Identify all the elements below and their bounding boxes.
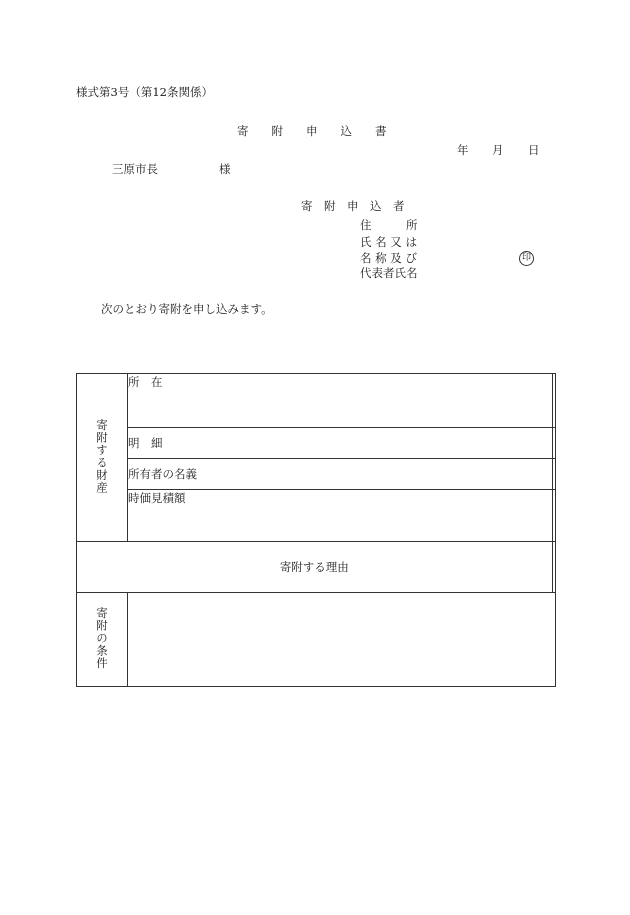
- valuation-label-cell: [128, 490, 553, 542]
- reason-value-cell[interactable]: [552, 542, 555, 593]
- conditions-label: 寄附の条件: [95, 606, 109, 670]
- addressee-honorific: 様: [219, 162, 231, 176]
- property-group-label: 寄附する財産: [95, 418, 109, 494]
- details-value-cell[interactable]: [552, 428, 555, 459]
- date-year-label: 年: [457, 143, 469, 157]
- owner-value-cell[interactable]: [552, 459, 555, 490]
- date-month-label: 月: [492, 143, 504, 157]
- seal-mark: [519, 249, 534, 266]
- application-statement: 次のとおり寄附を申し込みます。: [101, 302, 273, 316]
- valuation-label: 時価見積額: [128, 491, 186, 505]
- donation-details-table: [76, 373, 556, 687]
- applicant-name-label-1: 氏 名 又 は: [360, 235, 417, 249]
- owner-label: 所有者の名義: [128, 467, 197, 481]
- conditions-value-cell[interactable]: [128, 593, 556, 687]
- location-label: 所 在: [128, 375, 163, 389]
- applicant-name-label-2: 名 称 及 び: [360, 251, 417, 265]
- date-day-label: 日: [528, 143, 540, 157]
- form-number: 様式第3号（第12条関係）: [76, 85, 213, 99]
- property-group-cell: [77, 374, 128, 542]
- location-label-cell: [128, 374, 553, 428]
- reason-label-cell: [77, 542, 553, 593]
- details-label: 明 細: [128, 436, 163, 450]
- conditions-label-cell: [77, 593, 128, 687]
- applicant-address-label: 住 所: [360, 218, 418, 232]
- document-title: 寄 附 申 込 書: [237, 124, 387, 138]
- location-value-cell[interactable]: [552, 374, 555, 428]
- applicant-heading: 寄 附 申 込 者: [301, 199, 405, 213]
- owner-label-cell: [128, 459, 553, 490]
- seal-icon: 印: [519, 251, 534, 266]
- details-label-cell: [128, 428, 553, 459]
- valuation-value-cell[interactable]: [552, 490, 555, 542]
- applicant-name-label-3: 代表者氏名: [360, 266, 418, 280]
- reason-label: 寄附する理由: [279, 560, 349, 574]
- addressee-mayor: 三原市長: [112, 162, 158, 176]
